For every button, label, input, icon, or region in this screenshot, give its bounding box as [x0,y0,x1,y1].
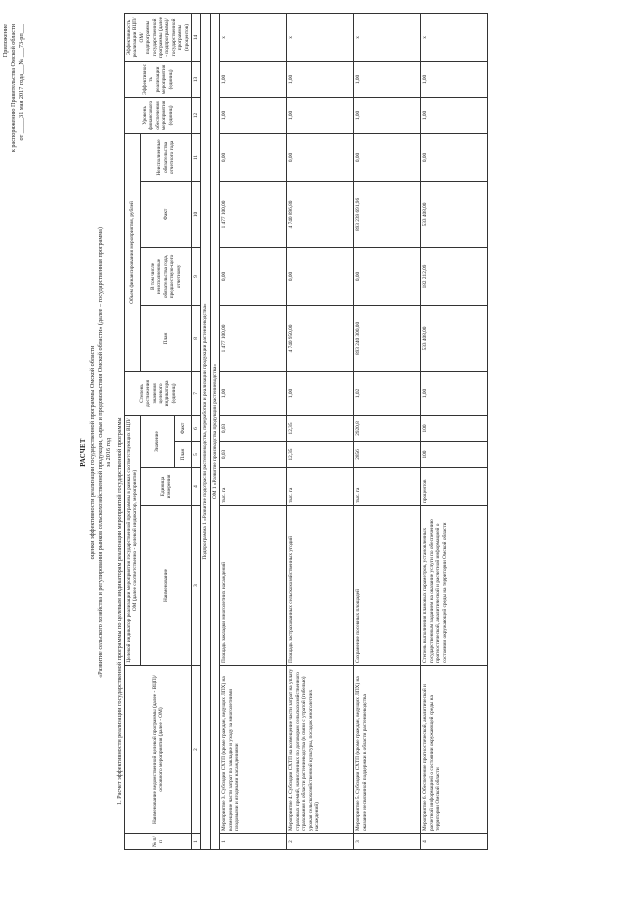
row-fact: 0,03 [220,415,287,441]
row-unit: тыс. га [354,468,421,506]
row-fin-fact: 4 740 896,80 [287,181,354,247]
appendix-line-2: к распоряжению Правительства Омской области [10,24,17,153]
col-number: 13 [192,61,201,97]
row-degree: 1,02 [354,371,421,415]
header-level: Уровень финансового обеспечения мероприятия (единиц) [125,97,192,133]
row-fin-plan: 893 240 300,00 [354,305,421,371]
row-eff-program: х [354,13,421,61]
row-n: 2 [287,834,354,850]
row-eff-program: х [220,13,287,61]
row-eff-program: х [421,13,488,61]
row-unit: процентов [421,468,488,506]
row-level: 1,00 [354,97,421,133]
header-fin-plan: План [140,305,191,371]
row-level: 1,00 [287,97,354,133]
row-fact: 12,35 [287,415,354,441]
table-row [220,13,287,849]
col-number: 14 [192,13,201,61]
col-number: 10 [192,181,201,247]
row-plan: 12,35 [287,442,354,468]
row-fin-plan-oblig: 0,00 [287,247,354,305]
row-fin-plan: 4 740 950,00 [287,305,354,371]
header-fin-plan-oblig: В том числе неисполненные обязательства года, предшествую-щего отчетному [140,247,191,305]
table-row [354,13,421,849]
row-fin-plan: 1 477 100,00 [220,305,287,371]
header-indicator-name: Наименование [140,506,191,666]
col-number: 12 [192,97,201,133]
row-program-name: Мероприятие 4. Субсидии СХТП на возмещение части затрат на уплату страховых премий, начисленных по договорам сельскохозяйственного страхования в области растениеводства (в связи с утратой (гибелью) урожая сельскохозяйственной культуры, посадок многолетних насаждений) [287,666,354,834]
row-efficiency: 1,00 [220,61,287,97]
row-level: 1,00 [220,97,287,133]
header-indicator-group: Целевой индикатор реализации мероприятия государственной программы в рамках соответствующих ВЦП/ОМ (далее соответственно - целевой индикатор, мероприятие) [125,415,141,665]
row-indicator: Площадь застрахованных сельскохозяйственных угодий [287,506,354,666]
col-number: 5 [192,442,201,468]
col-number: 6 [192,415,201,441]
appendix-line-1: Приложение [2,24,9,58]
header-fin-fact-oblig: Неисполненные обязательства отчетного года [140,133,191,181]
header-unit: Единица измерения [140,468,191,506]
appendix-note [2,24,26,152]
row-plan: 2856 [354,442,421,468]
header-eff-program: Эффективность реализации ВЦП/ОМ/подпрограммы государственной программы (далее - подпрограмма)/ государственной программы (процентов) [125,13,192,61]
row-degree: 1,00 [287,371,354,415]
row-program-name: Мероприятие 5. Субсидии СХТП (кроме граждан, ведущих ЛПХ) на оказание несвязанной поддержки в области растениеводства [354,666,421,834]
row-fin-fact: 893 239 691,96 [354,181,421,247]
row-eff-program: х [287,13,354,61]
header-plan: План [174,442,192,468]
row-n: 1 [220,834,287,850]
row-n: 3 [354,834,421,850]
table-row [287,13,354,849]
header-fin-fact: Факт [140,181,191,247]
row-fin-plan: 533 408,00 [421,305,488,371]
row-fin-fact: 533 408,00 [421,181,488,247]
row-fact: 2920,8 [354,415,421,441]
row-efficiency: 1,00 [287,61,354,97]
row-fact: 100 [421,415,488,441]
row-n: 4 [421,834,488,850]
table-row [421,13,488,849]
col-number: 8 [192,305,201,371]
header-n: № п/п [125,834,192,850]
row-degree: 1,00 [421,371,488,415]
col-number: 2 [192,666,201,834]
row-efficiency: 1,00 [421,61,488,97]
row-fin-fact-oblig: 0,00 [421,133,488,181]
col-number: 4 [192,468,201,506]
row-efficiency: 1,00 [354,61,421,97]
header-value: Значение [140,415,174,467]
row-degree: 1,00 [220,371,287,415]
section-title: 1. Расчет эффективности реализации государственной программы по целевым индикаторам реализации мероприятий государственной программы [116,417,123,805]
om-row: ОМ 1 «Развитие производства продукции растениеводства» [210,13,219,849]
appendix-line-3: от _____31 мая 2017 года___№ ___73-рп___ [18,24,25,141]
row-unit: тыс. га [220,468,287,506]
row-indicator: Площадь закладки многолетних насаждений [220,506,287,666]
row-fin-fact-oblig: 0,00 [287,133,354,181]
document-year: за 2016 год [105,437,112,468]
row-plan: 100 [421,442,488,468]
row-fin-plan-oblig: 0,00 [354,247,421,305]
col-number: 11 [192,133,201,181]
row-unit: тыс. га [287,468,354,506]
efficiency-table [124,13,488,850]
row-program-name: Мероприятие 6. Обеспечение прогностической, аналитической и расчетной информацией о состоянии окружающей среды на территории Омской области [421,666,488,834]
header-efficiency: Эффективность реализации мероприятия (единиц) [125,61,192,97]
row-plan: 0,03 [220,442,287,468]
col-number: 3 [192,506,201,666]
row-fin-fact-oblig: 0,00 [354,133,421,181]
document-subtitle-2: «Развитие сельского хозяйства и регулирования рынков сельскохозяйственной продукции, сырья и продовольствия Омской области» (далее – государственная программа) [97,227,104,678]
row-fin-fact-oblig: 0,00 [220,133,287,181]
row-fin-fact: 1 477 100,00 [220,181,287,247]
row-fin-plan-oblig: 0,00 [220,247,287,305]
row-level: 1,00 [421,97,488,133]
row-indicator: Сохранение посевных площадей [354,506,421,666]
subprogram-row: Подпрограмма 1 «Развитие подотрасли растениеводства, переработки и реализации продукции растениеводства» [201,13,210,849]
row-fin-plan-oblig: 182 212,09 [421,247,488,305]
header-degree: Степень достижения значения целевого индикатора (единиц) [125,371,192,415]
header-fact: Факт [174,415,192,441]
header-finance-group: Объем финансирования мероприятия, рублей [125,133,141,371]
document-title: РАСЧЕТ [80,438,87,467]
header-program-name: Наименование ведомственной целевой программы (далее - ВЦП)/основного мероприятия (далее - ОМ) [125,666,192,834]
row-indicator: Степень выполнения плановых параметров, установленных государственным заданием на оказание услуги по обеспечению прогностической, аналитической и расчетной информацией о состоянии окружающей среды на территории Омской области [421,506,488,666]
document-subtitle-1: оценки эффективности реализации государственной программы Омской области [89,345,96,560]
col-number: 7 [192,371,201,415]
column-numbers-row [192,13,201,849]
row-program-name: Мероприятие 3. Субсидии СХТП (кроме граждан, ведущих ЛПХ) на возмещение части затрат по закладке и уходу за многолетними плодовыми и ягодными насаждениями [220,666,287,834]
col-number: 9 [192,247,201,305]
col-number: 1 [192,834,201,850]
